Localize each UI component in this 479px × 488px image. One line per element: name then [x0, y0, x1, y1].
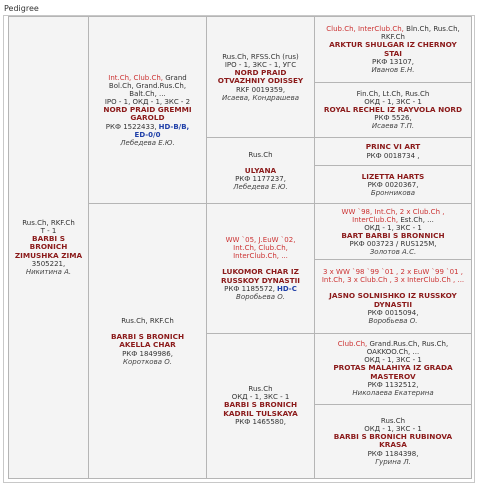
g3-7-reg: РКФ 1132512,: [367, 381, 419, 390]
dog-owner: Никитина А.: [25, 268, 72, 277]
sire-owner: Лебедева Е.Ю.: [120, 138, 175, 147]
g3-6-name-2[interactable]: DYNASTII: [373, 299, 413, 309]
ds-owner: Воробьева О.: [236, 293, 285, 302]
dam-titles-1: Rus.Ch, RKF.Ch: [121, 316, 174, 325]
g3-5-titles-1: ОКД - 1, ЗКС - 1: [364, 223, 422, 232]
g3-cell-1: [315, 17, 472, 83]
ds-name-1[interactable]: LUKOMOR CHAR IZ: [222, 266, 299, 276]
g3-7-titles-2: ОКД - 1, ЗКС - 1: [364, 356, 422, 365]
sire-name-1[interactable]: NORD PRAID GREMMI: [103, 104, 192, 114]
g3-1-name-1[interactable]: ARKTUR SHULGAR IZ CHERNOY: [329, 39, 457, 49]
g3-cell-4: [315, 166, 472, 204]
dd-name-1[interactable]: BARBI S BRONICH: [223, 400, 298, 410]
sire-sire-cell: [207, 17, 315, 138]
g3-6-name-1[interactable]: JASNO SOLNISHKO IZ RUSSKOY: [329, 290, 457, 300]
g3-2-owner: Исаева Т.П.: [371, 122, 415, 131]
g3-5-name-1[interactable]: BART BARBI S BRONNICH: [341, 230, 445, 240]
g3-6-owner: Воробьева О.: [368, 317, 418, 326]
dam-reg: РКФ 1849986,: [122, 349, 173, 358]
ss-owner: Исаева, Кондрашева: [221, 93, 300, 102]
sd-name-1[interactable]: ULYANA: [244, 165, 277, 175]
ds-reg: РКФ 1185572,: [224, 285, 275, 294]
sire-hd: HD-B/B,: [158, 122, 190, 131]
ss-name-1[interactable]: NORD PRAID: [234, 67, 287, 77]
dd-titles-1: Rus.Ch: [248, 385, 273, 394]
g3-1-reg: РКФ 13107,: [372, 58, 414, 67]
g3-5-titles-tail: Est.Ch, ...: [400, 215, 434, 224]
sd-owner: Лебедева Е.Ю.: [233, 183, 288, 192]
g3-cell-8: [315, 404, 472, 478]
sire-reg: РКФ 1522433,: [105, 122, 157, 131]
g3-5-titles-red-2: InterClub.Ch,: [352, 215, 399, 224]
dog-titles-2: T - 1: [40, 226, 57, 235]
dam-cell: [89, 204, 207, 479]
g3-7-titles-red: Club.Ch,: [337, 340, 368, 349]
g3-7-name-2[interactable]: MASTEROV: [370, 371, 416, 381]
sire-titles-4: IPO - 1, ОКД - 1, ЗКС - 2: [104, 97, 191, 106]
page-title: Pedigree: [4, 4, 39, 13]
ds-hd: HD-C: [277, 285, 297, 294]
g3-1-titles-red: Club.Ch, InterClub.Ch,: [326, 24, 404, 33]
ds-titles-red-1: WW `05, J.EuW `02,: [225, 235, 296, 244]
sire-name-2[interactable]: GAROLD: [130, 113, 165, 123]
g3-1-titles-tail: Bln.Ch, Rus.Ch,: [406, 24, 460, 33]
g3-7-owner: Николаева Екатерина: [352, 389, 434, 398]
dam-name-1[interactable]: BARBI S BRONICH: [110, 331, 185, 341]
dd-name-2[interactable]: KADRIL TULSKAYA: [223, 408, 298, 418]
g3-8-name-2[interactable]: KRASA: [379, 440, 407, 450]
ds-titles-red-2: Int.Ch, Club.Ch,: [233, 243, 288, 252]
g3-2-titles-1: Fin.Ch, Lt.Ch, Rus.Ch: [356, 89, 430, 98]
g3-4-reg: РКФ 0020367,: [367, 181, 419, 190]
g3-6-reg: РКФ 0015094,: [367, 309, 419, 318]
g3-5-owner: Золотов А.С.: [369, 248, 417, 257]
sire-ed: ED-0/0: [134, 130, 161, 139]
g3-cell-7: [315, 333, 472, 404]
g3-8-titles-2: ОКД - 1, ЗКС - 1: [364, 424, 422, 433]
dam-owner: Короткова О.: [123, 357, 172, 366]
ss-reg: RKF 0019359,: [235, 85, 286, 94]
g3-3-name-1[interactable]: PRINC VI ART: [365, 142, 421, 152]
g3-cell-3: [315, 138, 472, 166]
g3-5-titles-red-1: WW `98, Int.Ch, 2 x Club.Ch ,: [341, 207, 445, 216]
dog-reg: 3505221,: [31, 260, 66, 269]
g3-7-titles-1: OAKKOO.Ch, ...: [366, 348, 420, 357]
g3-3-reg: РКФ 0018734 ,: [366, 152, 420, 161]
dam-dam-cell: [207, 333, 315, 478]
g3-8-owner: Гурина Л.: [375, 457, 411, 466]
g3-8-reg: РКФ 1184398,: [367, 449, 419, 458]
dam-sire-cell: [207, 204, 315, 333]
g3-6-titles-red-2: Int.Ch, 3 x Club.Ch , 3 x InterClub.Ch , ...: [321, 275, 465, 284]
ds-name-2[interactable]: RUSSKOY DYNASTII: [220, 275, 301, 285]
sd-titles-1: Rus.Ch: [248, 150, 273, 159]
g3-8-name-1[interactable]: BARBI S BRONICH RUBINOVA: [333, 431, 453, 441]
g3-1-name-2[interactable]: STAI: [383, 48, 403, 58]
g3-1-owner: Иванов Е.Н.: [371, 66, 415, 75]
dog-cell: [9, 17, 89, 479]
g3-1-titles-1: RKF.Ch: [381, 32, 405, 41]
g3-4-name-1[interactable]: LIZETTA HARTS: [361, 171, 425, 181]
sire-titles-red: Int.Ch, Club.Ch,: [108, 73, 163, 82]
dog-name-3[interactable]: ZIMUSHKA ZIMA: [14, 250, 83, 260]
dog-name-2[interactable]: BRONICH: [29, 242, 68, 252]
g3-7-name-1[interactable]: PROTAS MALAHIYA IZ GRADA: [333, 363, 453, 373]
g3-6-titles-red-1: 3 x WW `98 `99 `01 , 2 x EuW `99 `01 ,: [322, 267, 463, 276]
g3-5-reg: РКФ 003723 / RUS125M,: [349, 240, 437, 249]
g3-7-titles-tail: Grand.Rus.Ch, Rus.Ch,: [369, 340, 449, 349]
sire-titles-3: Balt.Ch, ...: [129, 89, 166, 98]
sire-titles-2: Bol.Ch, Grand.Rus.Ch,: [108, 81, 187, 90]
sd-reg: РКФ 1177237,: [235, 175, 286, 184]
g3-2-name-1[interactable]: ROYAL RECHEL IZ RAYVOLA NORD: [323, 104, 463, 114]
sire-titles-1: Grand: [165, 73, 187, 82]
g3-8-titles-1: Rus.Ch: [380, 416, 406, 425]
dam-name-2[interactable]: AKELLA CHAR: [119, 340, 176, 350]
ds-titles-red-3: InterClub.Ch, ...: [233, 251, 288, 260]
g3-4-owner: Бронникова: [370, 189, 416, 198]
dog-titles-1: Rus.Ch, RKF.Ch: [22, 218, 75, 227]
g3-2-reg: РКФ 5526,: [374, 114, 412, 123]
g3-cell-6: [315, 260, 472, 333]
ss-titles-2: IPO - 1, ЗКС - 1, УГС: [224, 60, 297, 69]
sire-cell: [89, 17, 207, 204]
g3-2-titles-2: ОКД - 1, ЗКС - 1: [364, 97, 422, 106]
dog-name-1[interactable]: BARBI S: [32, 233, 65, 243]
g3-cell-2: [315, 83, 472, 138]
dd-titles-2: ОКД - 1, ЗКС - 1: [231, 393, 290, 402]
g3-cell-5: [315, 204, 472, 260]
ss-name-2[interactable]: OTVAZHNIY ODISSEY: [217, 76, 304, 86]
dd-reg: РКФ 1465580,: [235, 418, 286, 427]
pedigree-table: [8, 16, 472, 479]
ss-titles-1: Rus.Ch, RFSS.Ch (rus): [222, 52, 299, 61]
sire-dam-cell: [207, 138, 315, 204]
